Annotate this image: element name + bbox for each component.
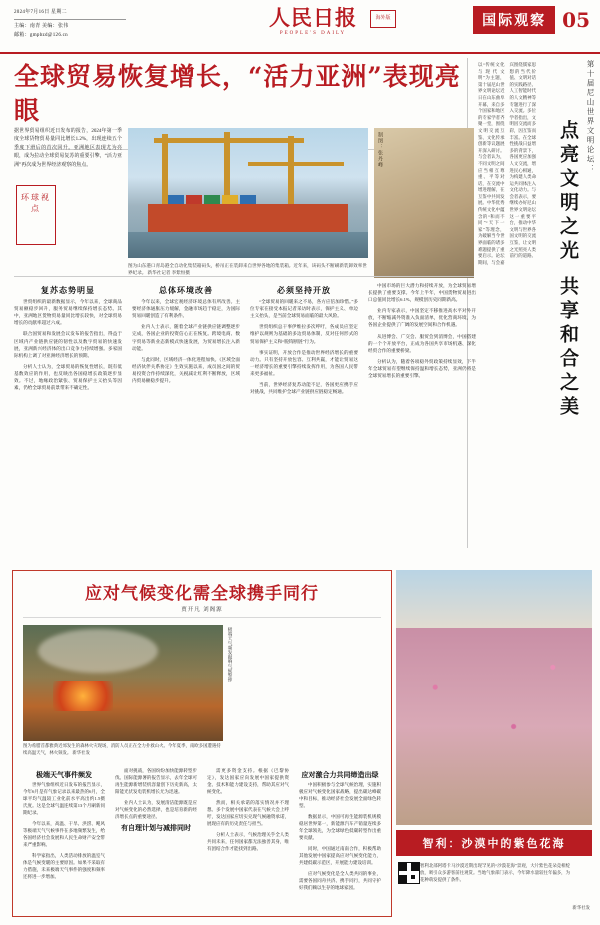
article2-subhead-3: 应对激合力共同缔造出绿 [301,770,379,779]
paragraph: 业内专家表示，中国坚定不移推进高水平对外开放，不断缩减外资准入负面清单，优化营商环境，为各国企业提供了广阔的发展空间和合作机遇。 [368,308,476,328]
article1-subhead-2: 总体环境改善 [159,285,213,295]
paragraph: 与此同时，区域经济一体化进程加快。《区域全面经济伙伴关系协定》生效实施以来，成员国之间的贸易投资合作持续深化，关税减让红利不断释放，区域内贸易额稳步提升。 [132,356,240,384]
article2-body [23,767,381,909]
paragraph: 事实证明，开放合作是推动世界经济增长的重要动力。只有坚持开放包容、互利共赢，才能让贸易这一经济增长的重要引擎持续发挥作用，为各国人民带来更多福祉。 [250,349,358,376]
paragraph: 数据显示，中国可再生能源装机规模稳居世界第一，新能源汽车产销量连续多年全球领先，为全球绿色低碳转型作出重要贡献。 [299,814,381,840]
article2-column-1 [23,767,105,909]
feature-text: 智利北部阿塔卡马沙漠近期出现罕见的“沙漠花海”景观，大片紫色花朵竞相绽放，吸引众多游客前往观赏。当地气象部门表示，今年降水量较往年偏多，为花种萌发提供了条件。 [420,863,570,882]
paragraph: 面对挑战，各国纷纷加快能源转型步伐。国际能源署的报告显示，去年全球可再生能源新增装机容量创下历史新高，太阳能光伏发电装机增长尤为迅速。 [115,768,197,794]
article1-subhead-1: 复苏态势明显 [41,285,95,295]
article1-secondary-caption: 制图：张丹峰 [377,132,382,168]
paragraph: 应对气候变化是全人类共同的事业，需要各国同舟共济、携手同行，共同守护好我们赖以生存的地球家园。 [299,871,381,890]
article2-column-2 [115,767,197,909]
article1-photo-caption: 图为山东港口青岛港全自动化集装箱码头，桥吊正在装卸来自世界各地的集装箱。近年来，该码头不断刷新装卸效率世界纪录。 新华社记者 李紫恒摄 [128,263,367,275]
paragraph: 同时，中国通过南南合作，积极帮助其他发展中国家提高应对气候变化能力，共建低碳示范区，开展能力建设培训。 [299,846,381,865]
paragraph: 当前，世界经济复苏动能不足，各国更应携手应对挑战，共同维护全球产业链供应链稳定畅通。 [250,382,358,395]
section-name: 国际观察 [473,6,555,34]
paragraph: 业内人士认为，发展清洁能源既是应对气候变化的必然选择，也是培育新的经济增长点的重要途径。 [115,800,197,819]
rail-headline: 点亮文明之光 共享和合之美 [557,120,579,420]
article1-body [14,282,474,544]
paragraph: 世贸组织总干事伊维拉多次呼吁，各成员应坚定维护以规则为基础的多边贸易体制，反对任何形式的贸易保护主义和“脱钩断链”行为。 [250,324,358,344]
paragraph: 联合国贸易和发展会议发布的报告指出，得益于区域内产业链供应链的韧性以及数字贸易的快速发展，亚洲新兴经济体的出口竞争力持续增强。多家国际机构上调了对亚洲经济增长的预期。 [14,331,122,358]
paragraph: 科学家指出，人类活动排放的温室气体是气候变暖的主要原因。如果不采取有力措施，未来极端天气事件的强度和频率还将进一步增加。 [23,853,105,879]
masthead [0,0,600,54]
edition-badge: 海外版 [370,10,396,28]
qr-code-icon[interactable] [398,862,420,884]
page-number: 05 [562,8,590,32]
article2-subhead-2: 有自理计划与减排同时 [121,823,191,832]
paragraph: 分析人士表示，气候治理关乎全人类共同未来，任何国家都无法独善其身，唯有团结合作才能找到出路。 [207,832,289,851]
paragraph: 中国积极参与全球气候治理，实施积极应对气候变化国家战略，提出碳达峰碳中和目标，推动经济社会发展全面绿色转型。 [299,782,381,808]
paragraph: 世贸组织的最新数据显示，今年以来，全球商品贸易额稳步回升，服务贸易继续保持增长态势。其中，亚洲地区货物贸易量同比增长较快，对全球贸易增长的贡献率超过六成。 [14,299,122,326]
article1-headline: 全球贸易恢复增长，“活力亚洲”表现亮眼 [14,62,461,125]
paragraph: 业内人士表示，随着全球产业链供应链调整逐步完成，各国企业的投资信心正在恢复。跨境电商、数字贸易等新业态新模式快速发展，为贸易增长注入新动能。 [132,324,240,351]
article2-photo [23,625,223,741]
paper-name-en: PEOPLE'S DAILY [279,31,347,36]
article1-lead: 据世界贸易组织近日发布的报告，2024年第一季度全球货物贸易量同比增长1.2%，出现连续五个季度下滑后的首次回升。亚洲地区表现尤为亮眼，成为拉动全球贸易复苏的重要引擎，“活力亚洲”再次成为世界经济观察的焦点。 [14,129,122,168]
article1-column-1 [14,282,122,544]
divider [23,617,381,618]
paragraph: 世界气象组织近日发布的报告显示，今年6月是有气象记录以来最热的6月，全球平均气温较工业化前水平高出约1.5摄氏度。这是全球气温连续第13个月刷新同期纪录。 [23,782,105,815]
paper-name: 人民日报 [269,5,357,30]
masthead-editor: 主编：南青 美编：张伟 [14,24,69,29]
article2-column-3 [207,767,289,909]
article2-column-4 [299,767,381,909]
article1-column-3 [250,282,358,544]
divider [14,276,474,277]
article2-vertical-caption: 极端天气频发敲响气候警钟 [228,627,233,683]
paragraph: 分析人士认为，全球贸易的恢复性增长，既有低基数效应的作用，也反映出各国稳增长政策逐步显效。不过，地缘政治紧张、贸易保护主义抬头等因素，仍给全球贸易前景带来不确定性。 [14,363,122,391]
article1-secondary-photo [374,128,474,278]
feature-title: 智利：沙漠中的紫色花海 [396,830,592,856]
paragraph: 从进博会、广交会、服贸会到消博会，中国搭建的一个个开放平台，正成为各国共享市场机遇、深化经贸合作的重要桥梁。 [368,333,476,353]
section-stamp: 环球视点 [16,185,56,245]
paragraph: 然而，相关承诺的落实情况并不理想。多个发展中国家代表在气候大会上呼吁，发达国家应切实兑现气候融资承诺，展现应有的历史责任与担当。 [207,800,289,826]
paragraph: 需更多资金支持。根据《巴黎协定》，发达国家应向发展中国家提供资金、技术和能力建设支持，帮助其应对气候变化。 [207,768,289,794]
article2 [12,570,392,917]
section-header [473,6,590,34]
article2-photo-caption: 图为希腊首都雅典近郊发生的森林火灾现场，消防人员正在全力扑救山火。今年夏季，南欧多国遭遇持续高温天气，林火频发。 新华社发 [23,743,221,755]
masthead-date: 2024年7月16日 星期二 [14,10,67,15]
article1-photo [128,128,368,258]
paper-logo [258,6,368,36]
paragraph: 中国市场的巨大潜力和持续开放，为全球贸易增长提供了重要支撑。今年上半年，中国货物贸易进出口总值同比增长6.1%，规模创历史同期新高。 [368,283,476,303]
rail-kicker: 第十届尼山世界文明论坛： [586,60,595,174]
paragraph: 今年以来，全球宏观经济环境总体有所改善。主要经济体通胀压力缓解，金融市场趋于稳定，为国际贸易回暖创造了有利条件。 [132,299,240,319]
article1-column-2 [132,282,240,544]
feature-credit: 新华社发 [572,905,590,910]
rail-body-text: 以“传统文化与现代文明”为主题，第十届尼山世界文明论坛近日在山东曲阜开幕，来自多个国家和地区的专家学者齐聚一堂，围绕文明交流互鉴、文化传承创新等议题展开深入研讨。与会者认为，不同文明之间应当相互尊重、平等对话，在交流中增进理解，在互鉴中共同发展。中华优秀传统文化中蕴含的“和而不同”“天下一家”等理念，为破解当今世界面临的诸多难题提供了重要启示。论坛期间，与会嘉宾围绕儒家思想的当代价值、文明对话的实践路径、人工智能时代的人文精神等专题进行了深入交流。多位学者指出，文明因交流而多彩，因互鉴而丰富。在全球性挑战日益增多的背景下，各国更应加强人文交流，增进民心相通，为构建人类命运共同体注入文化动力。与会者表示，要继续办好尼山世界文明论坛这一重要平台，推动中华文明与世界各国文明的交流互鉴，让文明之光照亮人类前行的道路。 [478,62,536,265]
paragraph: “全球贸易的回暖来之不易，各方应倍加珍惜。”多位专家在接受本报记者采访时表示，保护主义、单边主义抬头，是当前全球贸易面临的最大风险。 [250,299,358,319]
masthead-info [14,8,134,40]
article2-byline: 贾开凡 刘阁源 [181,607,223,613]
feature-photo [396,570,592,825]
article2-subhead-1: 极端天气事件频发 [36,770,92,779]
article1-subhead-3: 必须坚持开放 [277,285,331,295]
masthead-email: 邮箱：gmpbzd@126.cn [14,33,68,38]
paragraph: 分析认为，随着各项稳外贸政策持续显效，下半年全球贸易有望继续保持温和增长态势，亚洲仍将是全球贸易增长的重要引擎。 [368,358,476,379]
paragraph: 今年以来，高温、干旱、洪涝、飓风等极端天气气候事件在多地频繁发生，给各国经济社会发展和人民生命财产安全带来严重影响。 [23,821,105,847]
article2-headline: 应对气候变化需全球携手同行 [85,584,319,604]
divider [14,19,126,20]
article1-column-4 [368,282,476,544]
